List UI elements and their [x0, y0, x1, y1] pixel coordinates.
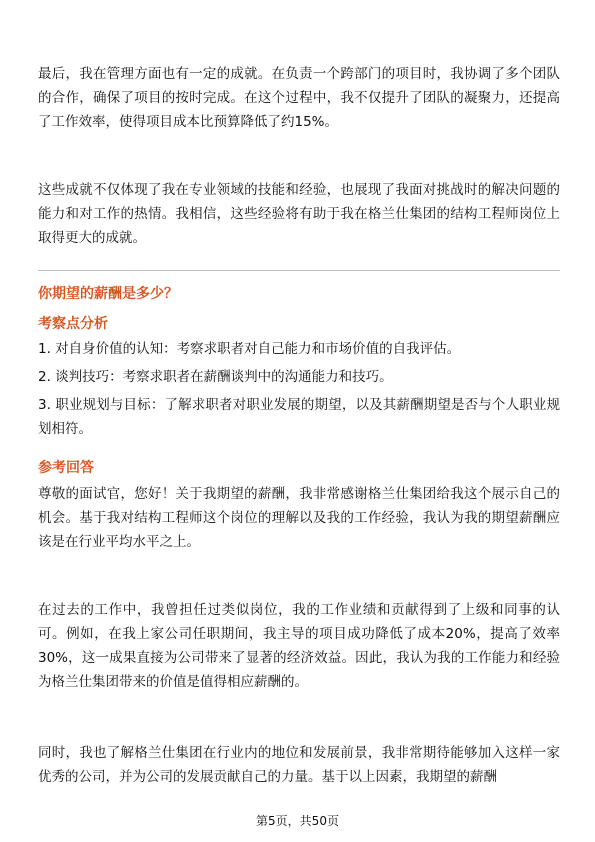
answer-paragraph-2: 在过去的工作中，我曾担任过类似岗位，我的工作业绩和贡献得到了上级和同事的认可。例如，在我上家公司任职期间，我主导的项目成功降低了成本20%，提高了效率30%，这一成果直接为公司带来了显著的经济效益。因此，我认为我的工作能力和经验为格兰仕集团带来的价值是值得相应薪酬的。	[38, 602, 560, 690]
answer-title: 参考回答	[38, 460, 94, 476]
intro-paragraph-2: 这些成就不仅体现了我在专业领域的技能和经验，也展现了我面对挑战时的解决问题的能力和对工作的热情。我相信，这些经验将有助于我在格兰仕集团的结构工程师岗位上取得更大的成就。	[38, 182, 560, 246]
analysis-item-3: 3. 职业规划与目标：了解求职者对职业发展的期望，以及其薪酬期望是否与个人职业规划相符。	[38, 397, 560, 437]
analysis-item-2: 2. 谈判技巧：考察求职者在薪酬谈判中的沟通能力和技巧。	[38, 369, 393, 385]
section-divider	[38, 270, 560, 271]
analysis-item-1: 1. 对自身价值的认知：考察求职者对自己能力和市场价值的自我评估。	[38, 341, 461, 357]
page-footer: 第5页，共50页	[256, 814, 339, 828]
analysis-title: 考察点分析	[38, 316, 108, 332]
answer-paragraph-3: 同时，我也了解格兰仕集团在行业内的地位和发展前景，我非常期待能够加入这样一家优秀的公司，并为公司的发展贡献自己的力量。基于以上因素，我期望的薪酬	[38, 745, 560, 785]
intro-paragraph-1: 最后，我在管理方面也有一定的成就。在负责一个跨部门的项目时，我协调了多个团队的合作，确保了项目的按时完成。在这个过程中，我不仅提升了团队的凝聚力，还提高了工作效率，使得项目成本比预算降低了约15%。	[38, 66, 560, 130]
answer-paragraph-1: 尊敬的面试官，您好！关于我期望的薪酬，我非常感谢格兰仕集团给我这个展示自己的机会。基于我对结构工程师这个岗位的理解以及我的工作经验，我认为我的期望薪酬应该是在行业平均水平之上。	[38, 486, 560, 550]
question-heading: 你期望的薪酬是多少？	[38, 286, 178, 302]
